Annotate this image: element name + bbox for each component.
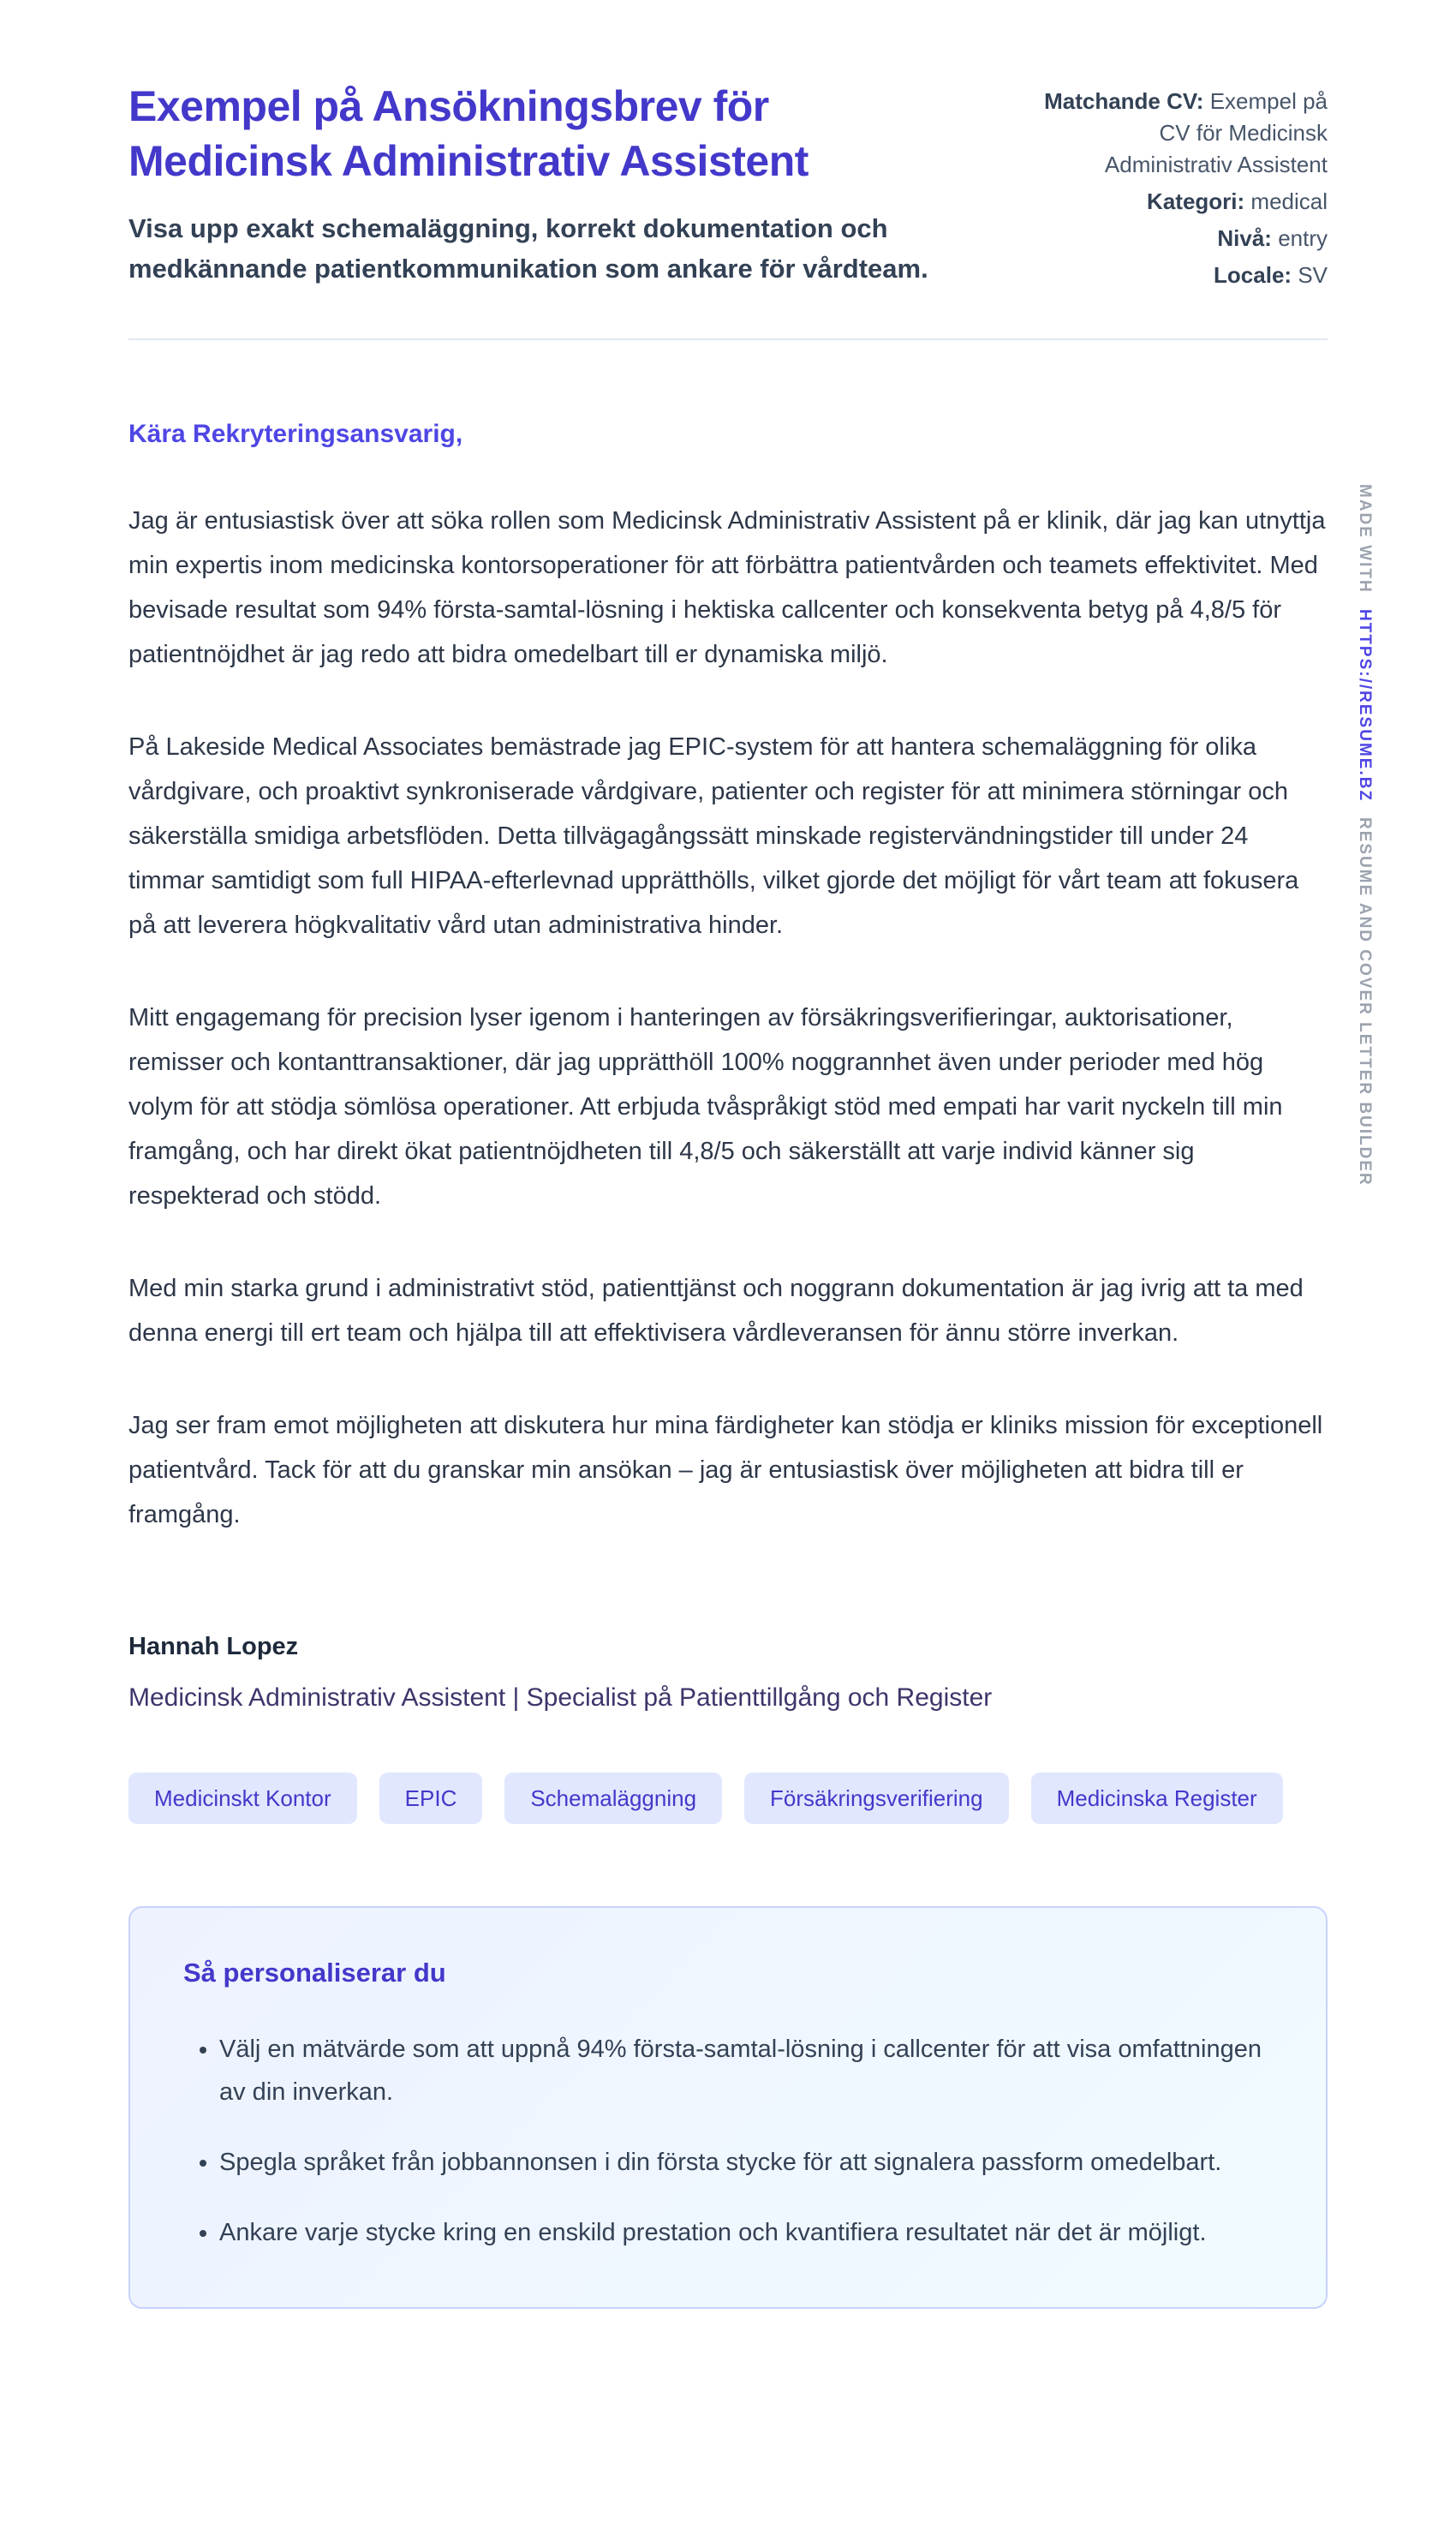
watermark-prefix: MADE WITH bbox=[1356, 484, 1374, 594]
meta-label: Locale: bbox=[1214, 261, 1292, 288]
tip-item-3: • Ankare varje stycke kring en enskild prestation och kvantifiera resultatet när det är möjligt. bbox=[219, 2211, 1273, 2254]
tag-medicinska-register: Medicinska Register bbox=[1031, 1773, 1283, 1824]
page-subtitle: Visa upp exakt schemaläggning, korrekt dokumentation och medkännande patientkommunikation som ankare för vårdteam. bbox=[128, 213, 928, 284]
meta-row-category bbox=[1032, 186, 1328, 218]
meta-label: Matchande CV: bbox=[1044, 88, 1204, 114]
letter-paragraph-2: På Lakeside Medical Associates bemästrade jag EPIC-system för att hantera schemaläggning för olika vårdgivare, och proaktivt synkroniserade vårdgivare, patienter och register för att minimera störningar och säkerställa smidiga arbetsflöden. Detta tillvägagångssätt minskade registervändningstider till under 24 timmar samtidigt som full HIPAA-efterlevnad upprätthölls, vilket gjorde det möjligt för vårt team att fokusera på att leverera högkvalitativ vård utan administrativa hinder. bbox=[128, 733, 1299, 940]
header bbox=[128, 79, 1328, 296]
letter-paragraph-4: Med min starka grund i administrativt stöd, patienttjänst och noggrann dokumentation är jag ivrig att ta med denna energi till ert team och hjälpa till att effektivisera vårdleveransen för ännu större inverkan. bbox=[128, 1275, 1304, 1348]
page-title: Exempel på Ansökningsbrev för Medicinsk Administrativ Assistent bbox=[128, 82, 809, 185]
watermark-suffix: RESUME AND COVER LETTER BUILDER bbox=[1356, 816, 1374, 1187]
header-divider bbox=[128, 338, 1328, 340]
tips-list bbox=[183, 2028, 1273, 2254]
tip-item-2: • Spegla språket från jobbannonsen i din första stycke för att signalera passform omedelbart. bbox=[219, 2141, 1273, 2184]
meta-panel bbox=[1032, 79, 1328, 296]
tag-forsakringsverifiering: Försäkringsverifiering bbox=[744, 1773, 1009, 1824]
letter-paragraph-3: Mitt engagemang för precision lyser igenom i hanteringen av försäkringsverifieringar, auktorisationer, remisser och kontanttransaktioner, där jag upprätthöll 100% noggrannhet även under perioder med hög volym för att stödja sömlösa operationer. Att erbjuda tvåspråkigt stöd med empati har varit nyckeln till min framgång, och har direkt ökat patientnöjdheten till 4,8/5 och säkerställt att varje individ känner sig respekterad och stödd. bbox=[128, 1004, 1283, 1211]
tag-schemalaggning: Schemaläggning bbox=[504, 1773, 722, 1824]
meta-row-matching-cv bbox=[1032, 86, 1328, 181]
meta-row-locale bbox=[1032, 260, 1328, 291]
tag-list bbox=[128, 1773, 1328, 1824]
greeting: Kära Rekryteringsansvarig, bbox=[128, 420, 463, 449]
letter-body bbox=[128, 417, 1328, 2309]
tips-card bbox=[128, 1906, 1328, 2309]
meta-label: Kategori: bbox=[1147, 188, 1245, 214]
meta-value-category: medical bbox=[1250, 188, 1328, 214]
letter-paragraph-5: Jag ser fram emot möjligheten att diskutera hur mina färdigheter kan stödja er kliniks mission för exceptionell patientvård. Tack för att du granskar min ansökan – jag är entusiastisk över möjligheten att bidra till er framgång. bbox=[128, 1412, 1323, 1529]
tips-title: Så personaliserar du bbox=[183, 1958, 446, 1988]
tag-epic: EPIC bbox=[379, 1773, 483, 1824]
letter-paragraph-1: Jag är entusiastisk över att söka rollen som Medicinsk Administrativ Assistent på er klinik, där jag kan utnyttja min expertis inom medicinska kontorsoperationer för att förbättra patientvården och teamets effektivitet. Med bevisade resultat som 94% första-samtal-lösning i hektiska callcenter och konsekventa betyg på 4,8/5 för patientnöjdhet är jag redo att bidra omedelbart till er dynamiska miljö. bbox=[128, 507, 1326, 669]
meta-row-level bbox=[1032, 223, 1328, 254]
meta-label: Nivå: bbox=[1217, 224, 1272, 251]
signature-title: Medicinsk Administrativ Assistent | Specialist på Patienttillgång och Register bbox=[128, 1683, 993, 1713]
watermark bbox=[1355, 484, 1374, 1187]
resume-bz-link[interactable]: HTTPS://RESUME.BZ bbox=[1356, 608, 1374, 802]
meta-value-matching-cv: Exempel på CV för Medicinsk Administrativ Assistent bbox=[1104, 88, 1328, 177]
meta-value-level: entry bbox=[1278, 224, 1328, 251]
header-left bbox=[128, 79, 955, 289]
signature-name: Hannah Lopez bbox=[128, 1633, 299, 1661]
meta-value-locale: SV bbox=[1298, 261, 1328, 288]
tag-medicinskt-kontor: Medicinskt Kontor bbox=[128, 1773, 357, 1824]
tip-item-1: • Välj en mätvärde som att uppnå 94% första-samtal-lösning i callcenter för att visa omfattningen av din inverkan. bbox=[219, 2028, 1273, 2113]
